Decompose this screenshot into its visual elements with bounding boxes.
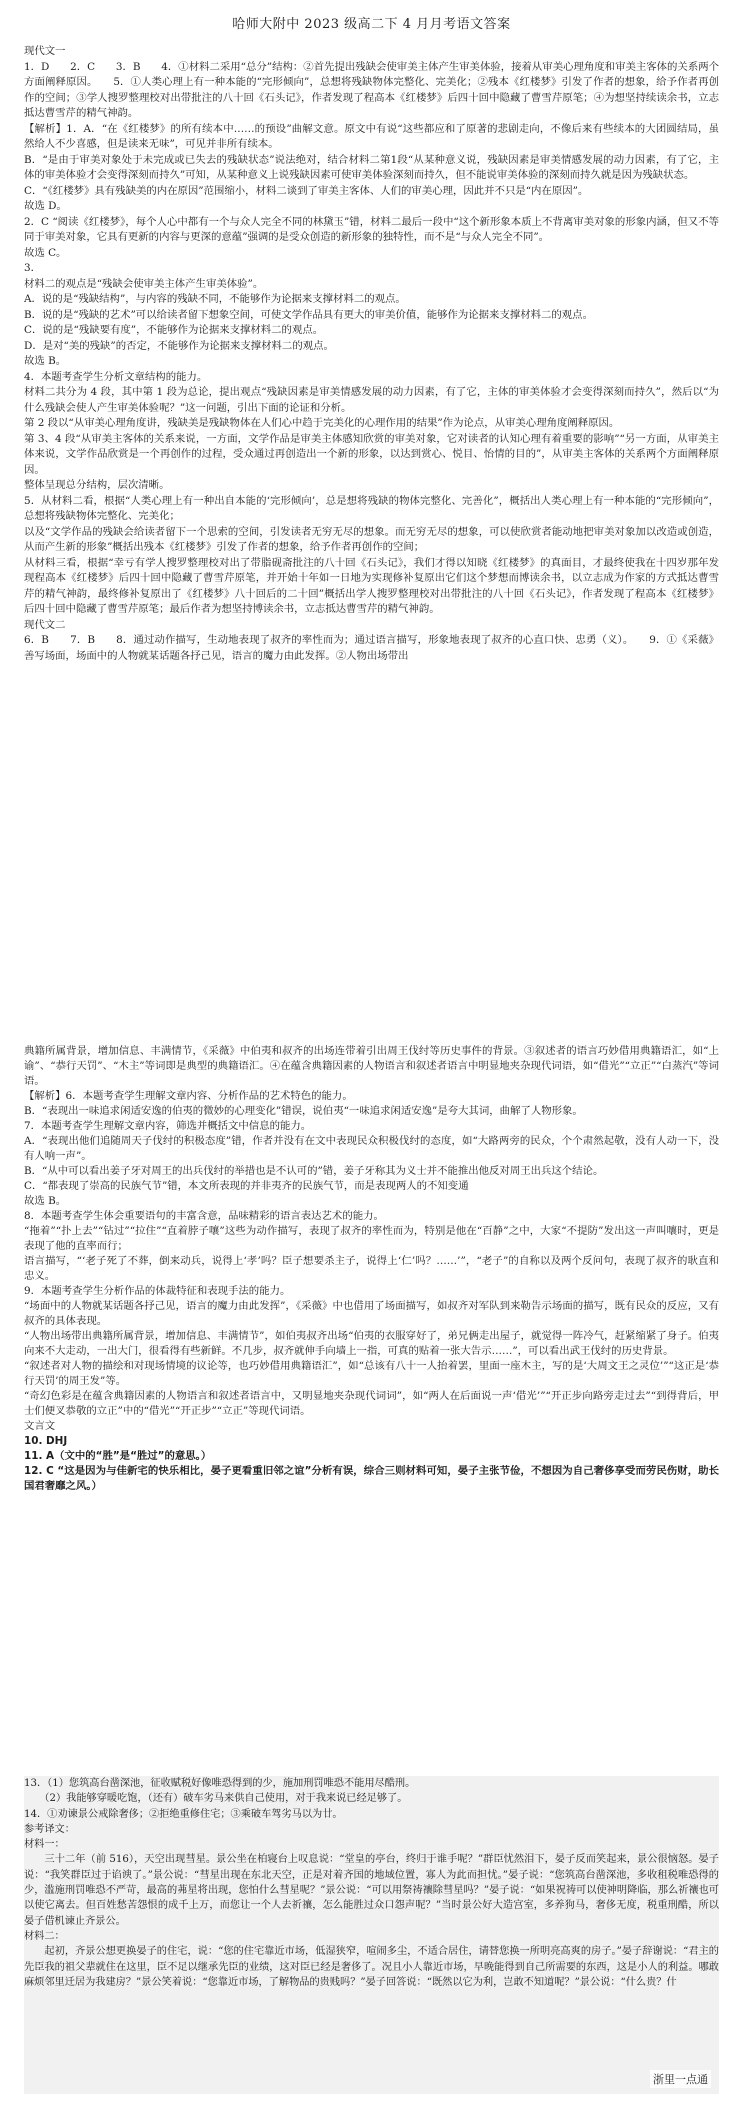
answer-paragraph: 14．①劝谏景公戒除奢侈；②拒绝重修住宅；③乘破车驾劣马以为廿。 <box>24 1808 343 1820</box>
answer-paragraph: 1．D 2．C 3．B 4．①材料二采用“总分”结构：②首先提出残缺会使审美主体产生审美体验，接着从审美心理角度和审美主客体的关系两个方面阐释原因。 5．①人类心理上有一种本能的“完形倾向”，总想将残缺物体完整化、完美化；②残本《红楼梦》引发了作者的想象，给予作者再创作的空间；③学人搜罗整理校对出带批注的八十回《石头记》，作者发现了程高本《红楼梦》后四十回中隐藏了曹雪芹原笔；④为想坚持续读余书，立志抵达曹雪芹的精气神韵。 <box>24 60 719 119</box>
answer-section-top <box>24 14 719 664</box>
section-heading: 材料二： <box>24 1930 65 1942</box>
answer-paragraph: 以及“文学作品的残缺会给读者留下一个思索的空间，引发读者无穷无尽的想象。而无穷无尽的想象，可以使欣赏者能动地把审美对象加以改造或创造，从而产生新的形象”概括出残本《红楼梦》引发了作者的想象，给予作者再创作的空间； <box>24 525 719 553</box>
top-paragraphs <box>24 44 719 664</box>
answer-paragraph: 12. C “这是因为与佳新宅的快乐相比，晏子更看重旧邻之谊”分析有误，综合三则材料可知，晏子主张节俭，不想因为自己奢侈享受而劳民伤财，助长国君奢靡之风。） <box>24 1465 719 1492</box>
answer-paragraph: 9．本题考查学生分析作品的体裁特征和表现手法的能力。 <box>24 1285 291 1297</box>
answer-paragraph: 【解析】1．A．“在《红楼梦》的所有续本中……的预设”曲解文意。原文中有说“这些都应和了原著的悲剧走向，不像后来有些续本的大团圆结局，虽然给人不少喜感，但是读来无味”，可见并非所有续本。 <box>24 122 719 150</box>
answer-paragraph: 整体呈现总分结构，层次清晰。 <box>24 479 170 491</box>
answer-paragraph: B．“从中可以看出姜子牙对周王的出兵伐纣的举措也是不认可的”错，姜子牙称其为义士并不能推出他反对周王出兵这个结论。 <box>24 1165 604 1177</box>
answer-paragraph: 起初，齐景公想更换晏子的住宅，说：“您的住宅靠近市场，低湿狭窄，喧闹多尘，不适合居住，请替您换一所明亮高爽的房子。”晏子辞谢说：“君主的先臣我的祖父辈就住在这里，臣不足以继承先臣的业绩，这对臣已经是奢侈了。况且小人靠近市场，早晚能得到自己所需要的东西，这是小人的利益。哪敢麻烦邻里迁居为我建房？”景公笑着说：“您靠近市场，了解物品的贵贱吗？”晏子回答说：“既然以它为利，岂敢不知道呢？”景公说：“什么贵？什 <box>24 1946 719 1988</box>
answer-paragraph: 第 3、4 段“从审美主客体的关系来说，一方面，文学作品是审美主体感知欣赏的审美对象，它对读者的认知心理有着重要的影响”“另一方面，从审美主体来说，文学作品欣赏是一个再创作的过程，受众通过再创造出一个新的形象，以达到赏心、悦目、怡情的目的”，从审美主客体的关系两个方面阐释原因。 <box>24 432 719 476</box>
answer-paragraph: 7．本题考查学生理解文章内容，筛选并概括文中信息的能力。 <box>24 1120 312 1132</box>
answer-paragraph: B．“是由于审美对象处于未完成或已失去的残缺状态”说法绝对，结合材料二第1段“从某种意义说，残缺因素是审美情感发展的动力因素，有了它，主体的审美体验才会变得深刻而持久”可知，从某种意义上说残缺因素可使审美体验深刻而持久，但不能说审美体验的深刻而持久就是因为残缺状态。 <box>24 153 719 181</box>
answer-paragraph: A．说的是“残缺结构”，与内容的残缺不同，不能够作为论据来支撑材料二的观点。 <box>24 293 406 305</box>
answer-paragraph: “人物出场带出典籍所属背景，增加信息、丰满情节”，如伯夷叔齐出场“伯夷的衣服穿好了，弟兄俩走出屋子，就觉得一阵冷气，赶紧缩紧了身子。伯夷向来不大走动，一出大门，很看得有些新鲜。不几步，叔齐就伸手向墙上一指，可真的贴着一张大告示……”，可以看出武王伐纣的历史背景。 <box>24 1330 719 1357</box>
answer-paragraph: 第 2 段以“从审美心理角度讲，残缺美是残缺物体在人们心中趋于完美化的心理作用的结果”作为论点，从审美心理角度阐释原因。 <box>24 417 620 429</box>
answer-paragraph: “奇幻色彩是在蕴含典籍因素的人物语言和叙述者语言中，又明显地夹杂现代词词”，如“两人在后面说一声‘借光’”“开正步向路旁走过去”“到得背后，甲士们便叉恭敬的立正”中的“借光”“开正步”“立正”等现代词语。 <box>24 1390 719 1417</box>
section-heading: 文言文 <box>24 1420 56 1432</box>
answer-paragraph: B．说的是“残缺的艺术”可以给读者留下想象空间，可使文学作品具有更大的审美价值，能够作为论据来支撑材料二的观点。 <box>24 308 593 321</box>
section-heading: 现代文一 <box>24 45 66 57</box>
footer-brand-watermark: 浙里一点通 <box>650 2070 711 2088</box>
answer-paragraph: 10. DHJ <box>24 1435 68 1447</box>
answer-paragraph: 3． <box>24 262 42 274</box>
answer-paragraph: 材料二的观点是“残缺会使审美主体产生审美体验”。 <box>24 277 264 290</box>
answer-paragraph: 从材料三看，根据“幸亏有学人搜罗整理校对出了带脂砚斋批注的八十回《石头记》，我们才得以知晓《红楼梦》的真面目，才最终使我在十四岁那年发现程高本《红楼梦》后四十回中隐藏了曹雪芹原笔，并开始十年如一日地为实现修补复原出它们这个梦想而博读余书，以立志成为作家的方式抵达曹雪芹的精气神韵，最终修补复原出了《红楼梦》八十回后的二十回”概括出学人搜罗整理校对出带批注的八十回《石头记》，作者发现了程高本《红楼梦》后四十回中隐藏了曹雪芹原笔；最后作者为想坚持博读余书，立志抵达曹雪芹的精气神韵。 <box>24 556 719 615</box>
answer-paragraph: A．“表现出他们追随周天子伐纣的积极态度”错，作者并没有在文中表现民众积极伐纣的态度，如“大路两旁的民众，个个肃然起敬，没有人动一下，没有人响一声”。 <box>24 1135 719 1162</box>
answer-paragraph: C．“《红楼梦》具有残缺美的内在原因”范围缩小，材料二谈到了审美主客体、人们的审美心理，因此并不只是“内在原因”。 <box>24 184 589 197</box>
answer-section-middle <box>24 1044 719 1494</box>
section-heading: 参考译文： <box>24 1823 75 1835</box>
answer-paragraph: 5．从材料二看，根据“人类心理上有一种出自本能的‘完形倾向’，总是想将残缺的物体完整化、完善化”，概括出人类心理上有一种本能的“完形倾向”，总想将残缺物体完整化、完美化； <box>24 494 719 522</box>
answer-paragraph: B．“表现出一味追求闲适安逸的伯夷的微妙的心理变化”错误，说伯夷“一味追求闲适安逸”是夸大其词，曲解了人物形象。 <box>24 1105 583 1117</box>
answer-paragraph: D．是对“美的残缺”的否定，不能够作为论据来支撑材料二的观点。 <box>24 339 334 352</box>
document-title: 哈师大附中 2023 级高二下 4 月月考语文答案 <box>232 17 511 32</box>
answer-paragraph: 三十二年（前 516），天空出现彗星。景公坐在柏寝台上叹息说：“堂皇的亭台，终归于谁手呢？”群臣忧然泪下，晏子反而笑起来，景公很恼怒。晏子说：“我笑群臣过于谄谀了。”景公说：“彗星出现在东北天空，正是对着齐国的地域位置，寡人为此而担忧。”晏子说：“您筑高台凿深池，多收租税唯恐得的少，滥施刑罚唯恐不严苛，最高的茀星将出现，您怕什么彗星呢？”景公说：“可以用祭祷禳除彗星吗？”晏子说：“如果祝祷可以使神明降临，那么祈禳也可以使它离去。但百姓愁苦怨恨的成千上万，而您让一个人去祈禳，怎么能胜过众口怨声呢？”当时景公好大造宫室，多养狗马，奢侈无度，税重刑酷，所以晏子借机谏止齐景公。 <box>24 1854 719 1927</box>
answer-paragraph: 故选 B。 <box>24 1195 67 1207</box>
answer-paragraph: C．“都表现了崇高的民族气节”错，本文所表现的并非夷齐的民族气节，而是表现两人的不知变通 <box>24 1180 469 1192</box>
answer-paragraph: 4．本题考查学生分析文章结构的能力。 <box>24 370 208 383</box>
answer-paragraph: “拖着”“扑上去”“钻过”“拉住”“直着脖子嚷”这些为动作描写，表现了叔齐的率性而为，特别是他在“百静”之中，大家“不提防”发出这一声叫嚷时，更是表现了他的直率而行； <box>24 1225 719 1252</box>
answer-paragraph: 典籍所属背景，增加信息、丰满情节，《采薇》中伯夷和叔齐的出场连带着引出周王伐纣等历史事件的背景。③叙述者的语言巧妙借用典籍语汇，如“上谕”、“恭行天罚”、“木主”等词即是典型的典籍语汇。④在蕴含典籍因素的人物语言和叙述者语言中明显地夹杂现代词语，如“借光”“立正”“白蒸汽”等词语。 <box>24 1045 719 1087</box>
section-heading: 现代文二 <box>24 618 66 631</box>
answer-paragraph: “叙述者对人物的描绘和对现场情境的议论等，也巧妙借用典籍语汇”，如“总该有八十一人抬着罢，里面一座木主，写的是‘大周文王之灵位’”“这正是‘恭行天罚’的周王发”等。 <box>24 1360 719 1387</box>
answer-paragraph: 2．C “阅读《红楼梦》，每个人心中都有一个与众人完全不同的林黛玉”错，材料二最后一段中“这个新形象本质上不背离审美对象的形象内涵，但又不等同于审美对象，它具有更新的内容与更深的意蕴”强调的是受众创造的新形象的独特性，而不是“与众人完全不同”。 <box>24 215 719 243</box>
answer-paragraph: 故选 B。 <box>24 355 67 367</box>
answer-paragraph: 6．B 7．B 8．通过动作描写，生动地表现了叔齐的率性而为；通过语言描写，形象地表现了叔齐的心直口快、忠勇（义）。 9．①《采薇》善写场面，场面中的人物就某话题各抒己见，语言的魔力由此发挥。②人物出场带出 <box>24 634 719 662</box>
answer-paragraph: 8．本题考查学生体会重要语句的丰富含意，品味精彩的语言表达艺术的能力。 <box>24 1210 384 1222</box>
answer-section-bottom <box>24 1776 719 2094</box>
answer-paragraph: 13．（1）您筑高台凿深池，征收赋税好像唯恐得到的少，施加刑罚唯恐不能用尽酷刑。 <box>24 1778 416 1789</box>
answer-paragraph: “场面中的人物就某话题各抒己见，语言的魔力由此发挥”，《采薇》中也借用了场面描写，如叔齐对军队到来勒告示场面的描写，既有民众的反应，又有叔齐的具体表现。 <box>24 1300 719 1327</box>
section-heading: 材料一： <box>24 1839 65 1851</box>
answer-paragraph: 故选 C。 <box>24 246 67 259</box>
answer-paragraph: 【解析】6．本题考查学生理解文章内容、分析作品的艺术特色的能力。 <box>24 1090 353 1102</box>
answer-paragraph: 故选 D。 <box>24 200 67 212</box>
answer-paragraph: （2）我能够穿暖吃饱，（还有）破车劣马来供自己使用，对于我来说已经足够了。 <box>24 1793 408 1805</box>
answer-paragraph: 11. A（文中的“胜”是“胜过”的意思。） <box>24 1450 212 1462</box>
answer-paragraph: C．说的是“残缺要有度”，不能够作为论据来支撑材料二的观点。 <box>24 324 324 336</box>
answer-paragraph: 语言描写，“‘老子死了不葬，倒来动兵，说得上‘孝’吗？臣子想要杀主子，说得上‘仁’吗？……’”，“老子”的自称以及两个反问句，表现了叔齐的耿直和忠义。 <box>24 1255 719 1282</box>
answer-paragraph: 材料二共分为 4 段，其中第 1 段为总论，提出观点“残缺因素是审美情感发展的动力因素，有了它，主体的审美体验才会变得深刻而持久”，然后以“为什么残缺会使人产生审美体验呢？”这一问题，引出下面的论证和分析。 <box>24 386 719 414</box>
